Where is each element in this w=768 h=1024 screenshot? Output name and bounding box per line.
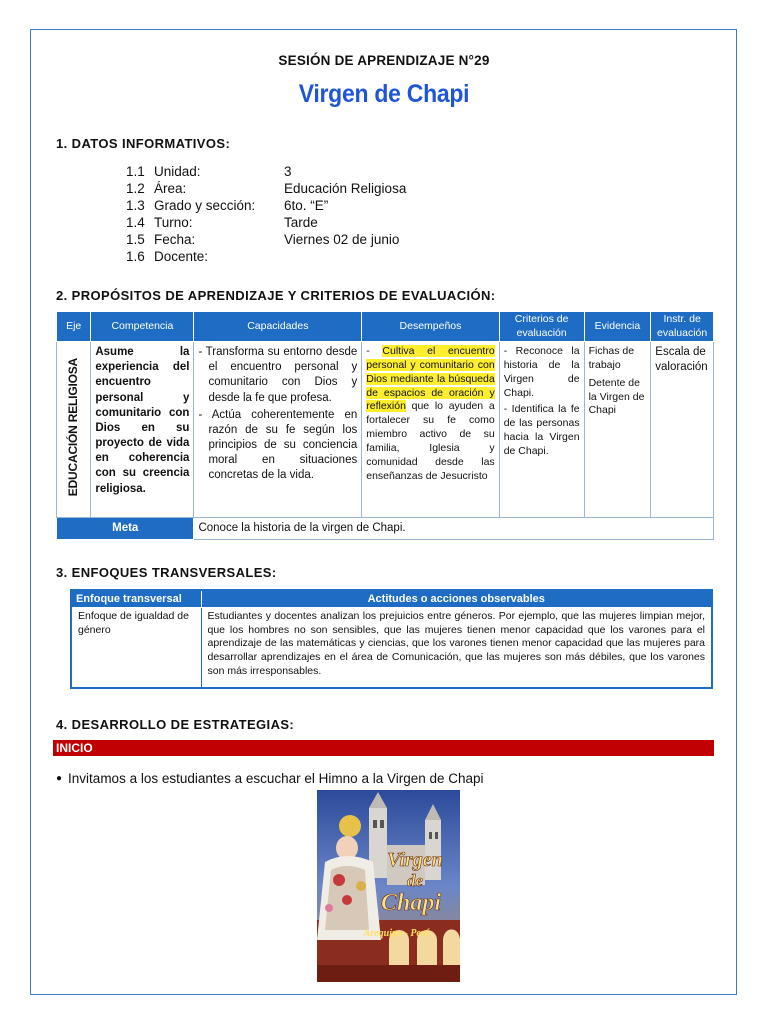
meta-value: Conoce la historia de la virgen de Chapi.: [194, 518, 714, 540]
datos-label: Unidad:: [154, 164, 201, 179]
page-title: Virgen de Chapi: [298, 80, 470, 108]
evidencia-1: Fichas de trabajo: [588, 345, 635, 371]
criterio-2: - Identifica la fe de las personas hacia la Virgen de Chapi.: [503, 403, 580, 458]
datos-label: Turno:: [154, 215, 193, 230]
datos-number: 1.6: [126, 249, 145, 264]
datos-label: Docente:: [154, 249, 209, 264]
header-desempenos: Desempeños: [362, 312, 499, 342]
header-eje: Eje: [57, 312, 91, 342]
header-instrumento: Instr. de evaluación: [651, 312, 714, 342]
header-actitudes: Actitudes o acciones observables: [201, 590, 712, 608]
datos-number: 1.5: [126, 232, 145, 247]
bullet-item: [56, 771, 484, 786]
header-enfoque: Enfoque transversal: [71, 590, 201, 608]
capacidad-2: - Actúa coherentemente en razón de su fe según los principios de su conciencia moral en situaciones concretas de la vida.: [198, 408, 358, 482]
poster-line-2: de: [406, 871, 424, 890]
section-3-title: 3. ENFOQUES TRANSVERSALES:: [56, 565, 277, 580]
datos-label: Fecha:: [154, 232, 196, 247]
datos-value: 3: [284, 164, 292, 179]
capacidades-cell: [194, 342, 362, 518]
session-heading: SESIÓN DE APRENDIZAJE N°29: [278, 53, 490, 68]
datos-value: Tarde: [284, 215, 318, 230]
virgen-chapi-poster-image: [317, 790, 460, 982]
section-4-title: 4. DESARROLLO DE ESTRATEGIAS:: [56, 717, 295, 732]
eje-cell: [57, 342, 91, 518]
capacidad-1: - Transforma su entorno desde el encuentro personal y comunitario con Dios y desde la fe que profesa.: [198, 346, 358, 404]
section-1-title: 1. DATOS INFORMATIVOS:: [56, 136, 231, 151]
bullet-icon: ●: [56, 773, 63, 784]
datos-row: [126, 215, 506, 232]
datos-row: [126, 249, 506, 266]
desempeno-cell: [362, 342, 499, 518]
desempeno-rest: que lo ayuden a fortalecer su fe como miembro activo de su familia, Iglesia y comunidad desde las enseñanzas de Jesucristo: [366, 400, 495, 482]
datos-number: 1.2: [126, 181, 145, 196]
datos-row: [126, 164, 506, 181]
evidencia-2: Detente de la Virgen de Chapi: [588, 376, 645, 417]
instrumento-cell: [651, 342, 714, 518]
poster-line-3: Chapi: [380, 890, 442, 916]
instrumento-text: Escala de valoración: [655, 346, 708, 374]
header-criterios: Criterios de evaluación: [499, 312, 584, 342]
header-capacidades: Capacidades: [194, 312, 362, 342]
datos-number: 1.3: [126, 198, 145, 213]
competencia-cell: [91, 342, 194, 518]
datos-row: [126, 198, 506, 215]
datos-value: Viernes 02 de junio: [284, 232, 400, 247]
datos-label: Grado y sección:: [154, 198, 256, 213]
actitudes-cell: Estudiantes y docentes analizan los prejuicios entre géneros. Por ejemplo, que las mujeres limpian mejor, que los hombres no son sensibles, que las mujeres tienen menor capacidad que los varones para el aprendizaje de las matemáticas y ciencias, que los varones tienen menor capacidad que las mujeres para desarrollar aprendizajes en el área de Comunicación, que las mujeres son más débiles, que los varones son más irresponsables.: [201, 608, 712, 688]
desempeno-prefix: -: [366, 345, 383, 357]
desempeno-highlight: Cultiva el encuentro personal y comunitario con Dios mediante la búsqueda de espacios de oración y reflexión: [366, 345, 495, 413]
datos-row: [126, 181, 506, 198]
eje-label: EDUCACIÓN RELIGIOSA: [65, 357, 80, 497]
datos-value: Educación Religiosa: [284, 181, 407, 196]
datos-row: [126, 232, 506, 249]
datos-informativos-list: [126, 164, 506, 266]
section-2-title: 2. PROPÓSITOS DE APRENDIZAJE Y CRITERIOS DE EVALUACIÓN:: [56, 288, 496, 303]
datos-label: Área:: [154, 181, 187, 196]
meta-label: Meta: [57, 518, 194, 540]
header-evidencia: Evidencia: [584, 312, 651, 342]
datos-value: 6to. “E”: [284, 198, 329, 213]
poster-footer: Arequipa - Perú: [363, 928, 431, 939]
propositos-table: [56, 311, 714, 540]
datos-number: 1.1: [126, 164, 145, 179]
competencia-text: Asume la experiencia del encuentro personal y comunitario con Dios en su proyecto de vida en coherencia con su creencia religiosa.: [95, 346, 190, 495]
bullet-text: Invitamos a los estudiantes a escuchar el Himno a la Virgen de Chapi: [68, 771, 484, 786]
poster-line-1: Virgen: [387, 849, 443, 871]
header-competencia: Competencia: [91, 312, 194, 342]
criterio-1: - Reconoce la historia de la Virgen de Chapi.: [503, 345, 580, 399]
inicio-banner: INICIO: [53, 740, 714, 756]
enfoque-cell: Enfoque de igualdad de género: [71, 608, 201, 688]
enfoques-table: [70, 589, 713, 689]
criterios-cell: [499, 342, 584, 518]
evidencia-cell: [584, 342, 651, 518]
datos-number: 1.4: [126, 215, 145, 230]
